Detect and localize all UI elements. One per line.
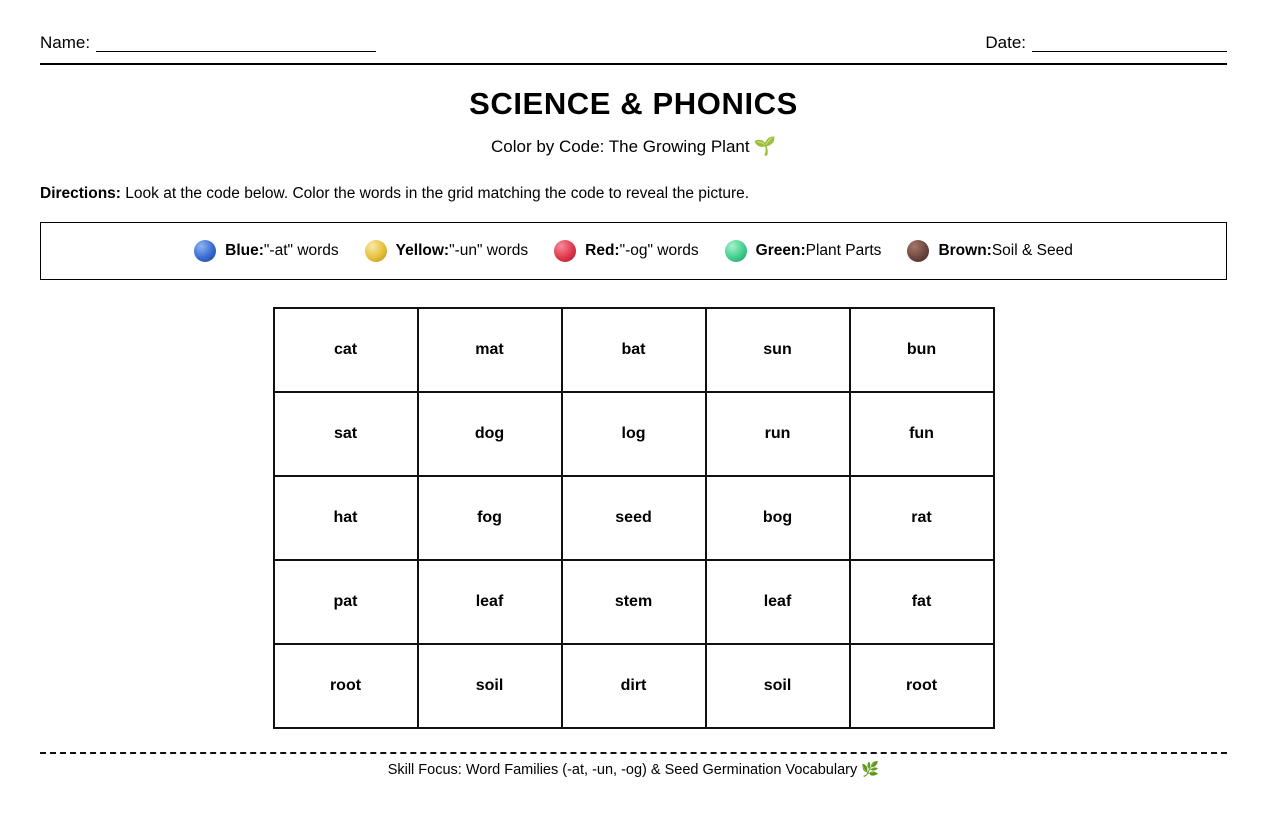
word-cell[interactable]: hat — [274, 476, 418, 560]
word-grid-row — [274, 644, 994, 728]
herb-icon: 🌿 — [861, 762, 880, 778]
word-cell[interactable]: rat — [850, 476, 994, 560]
word-cell[interactable]: root — [274, 644, 418, 728]
name-write-line[interactable] — [96, 36, 376, 52]
date-label: Date: — [985, 33, 1026, 52]
word-cell[interactable]: leaf — [418, 560, 562, 644]
legend-item — [907, 240, 1072, 262]
directions-label: Directions: — [40, 184, 121, 202]
word-grid-row — [274, 392, 994, 476]
brown-circle-icon — [907, 240, 929, 262]
word-cell[interactable]: root — [850, 644, 994, 728]
legend-item — [194, 240, 339, 262]
word-cell[interactable]: sun — [706, 308, 850, 392]
date-field[interactable] — [985, 34, 1227, 52]
footer-divider — [40, 752, 1227, 754]
word-grid-row — [274, 308, 994, 392]
word-cell[interactable]: stem — [562, 560, 706, 644]
word-cell[interactable]: fog — [418, 476, 562, 560]
legend-color-name: Blue: — [225, 241, 264, 259]
word-cell[interactable]: mat — [418, 308, 562, 392]
date-write-line[interactable] — [1032, 36, 1227, 52]
legend-color-desc: "-un" words — [449, 241, 529, 259]
word-cell[interactable]: sat — [274, 392, 418, 476]
word-cell[interactable]: fat — [850, 560, 994, 644]
green-circle-icon — [725, 240, 747, 262]
legend-color-name: Green: — [755, 241, 806, 259]
word-cell[interactable]: pat — [274, 560, 418, 644]
legend-color-desc: "-at" words — [263, 241, 339, 259]
word-cell[interactable]: seed — [562, 476, 706, 560]
legend-color-desc: Plant Parts — [805, 241, 882, 259]
legend-color-name: Brown: — [938, 241, 992, 259]
word-cell[interactable]: fun — [850, 392, 994, 476]
color-code-legend — [40, 222, 1227, 280]
subtitle-text: Color by Code: The Growing Plant — [490, 137, 750, 157]
word-grid — [273, 307, 995, 729]
name-field[interactable] — [40, 34, 376, 52]
name-label: Name: — [40, 33, 91, 52]
seedling-icon: 🌱 — [753, 136, 777, 157]
word-cell[interactable]: cat — [274, 308, 418, 392]
page-title: SCIENCE & PHONICS — [469, 86, 798, 121]
red-circle-icon — [554, 240, 576, 262]
yellow-circle-icon — [365, 240, 387, 262]
header-divider — [40, 63, 1227, 65]
legend-color-name: Red: — [585, 241, 620, 259]
legend-color-name: Yellow: — [395, 241, 450, 259]
word-cell[interactable]: run — [706, 392, 850, 476]
directions — [40, 184, 1227, 204]
word-cell[interactable]: dirt — [562, 644, 706, 728]
legend-item — [725, 240, 882, 262]
directions-text: Look at the code below. Color the words in the grid matching the code to reveal the picture. — [120, 184, 750, 202]
word-cell[interactable]: soil — [706, 644, 850, 728]
footer-note — [0, 761, 1267, 778]
word-cell[interactable]: bun — [850, 308, 994, 392]
name-date-row — [40, 0, 1227, 52]
word-cell[interactable]: dog — [418, 392, 562, 476]
word-grid-wrap — [40, 307, 1227, 729]
word-cell[interactable]: log — [562, 392, 706, 476]
word-cell[interactable]: bat — [562, 308, 706, 392]
legend-color-desc: Soil & Seed — [991, 241, 1073, 259]
word-grid-row — [274, 476, 994, 560]
word-cell[interactable]: soil — [418, 644, 562, 728]
word-grid-row — [274, 560, 994, 644]
blue-circle-icon — [194, 240, 216, 262]
word-cell[interactable]: bog — [706, 476, 850, 560]
footer-text: Skill Focus: Word Families (-at, -un, -og) & Seed Germination Vocabulary — [387, 762, 858, 778]
page-subtitle — [40, 136, 1227, 158]
legend-item — [365, 240, 528, 262]
legend-item — [554, 240, 699, 262]
legend-color-desc: "-og" words — [619, 241, 699, 259]
word-cell[interactable]: leaf — [706, 560, 850, 644]
